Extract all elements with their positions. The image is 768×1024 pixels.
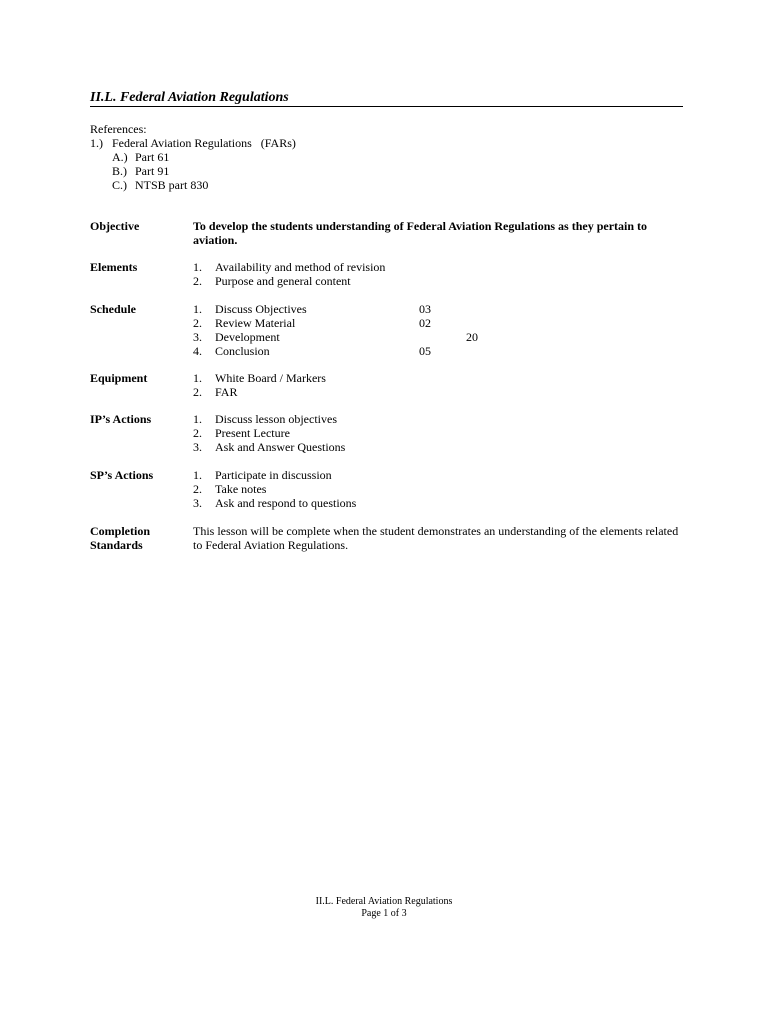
list-item [193, 426, 688, 440]
completion-label-line1: Completion [90, 524, 150, 538]
ip-actions-list [193, 412, 688, 454]
schedule-item [193, 330, 688, 344]
completion-text: This lesson will be complete when the student demonstrates an understanding of the elements related to Federal Aviation Regulations. [193, 524, 679, 552]
schedule-item [193, 316, 688, 330]
reference-sub-letter: B.) [112, 164, 127, 178]
list-item [193, 482, 688, 496]
list-item-number: 2. [193, 316, 202, 330]
schedule-item [193, 344, 688, 358]
list-item [193, 274, 688, 288]
schedule-list [193, 302, 688, 358]
schedule-item-text: Development [215, 330, 280, 344]
list-item-text: Participate in discussion [215, 468, 332, 482]
page-title: II.L. Federal Aviation Regulations [90, 90, 683, 107]
list-item-text: Availability and method of revision [215, 260, 386, 274]
references-heading: References: [90, 122, 147, 136]
list-item-number: 4. [193, 344, 202, 358]
list-item-number: 3. [193, 496, 202, 510]
list-item-number: 1. [193, 371, 202, 385]
list-item-text: Take notes [215, 482, 267, 496]
footer-page-number: Page 1 of 3 [361, 908, 407, 919]
schedule-item-time: 05 [419, 344, 431, 358]
reference-main [90, 136, 296, 150]
equipment-label: Equipment [90, 371, 148, 385]
schedule-item [193, 302, 688, 316]
list-item-number: 1. [193, 412, 202, 426]
reference-sub-item [90, 164, 296, 178]
schedule-item-text: Conclusion [215, 344, 270, 358]
reference-sub-letter: C.) [112, 178, 127, 192]
list-item [193, 468, 688, 482]
list-item-number: 1. [193, 260, 202, 274]
list-item-text: Present Lecture [215, 426, 290, 440]
list-item [193, 260, 688, 274]
reference-main-number: 1.) [90, 136, 103, 150]
elements-list [193, 260, 688, 288]
list-item-number: 2. [193, 385, 202, 399]
list-item [193, 412, 688, 426]
list-item-text: FAR [215, 385, 238, 399]
references-block [90, 122, 296, 192]
reference-sub-item [90, 150, 296, 164]
reference-sub-text: Part 61 [135, 150, 170, 164]
elements-label: Elements [90, 260, 138, 274]
sp-actions-label: SP’s Actions [90, 468, 154, 482]
sp-actions-list [193, 468, 688, 510]
reference-main-text: Federal Aviation Regulations (FARs) [112, 136, 296, 150]
list-item-text: Discuss lesson objectives [215, 412, 337, 426]
completion-label-line2: Standards [90, 538, 143, 552]
schedule-item-text: Review Material [215, 316, 296, 330]
schedule-item-time: 20 [466, 330, 478, 344]
list-item-number: 2. [193, 426, 202, 440]
ip-actions-label: IP’s Actions [90, 412, 152, 426]
schedule-item-text: Discuss Objectives [215, 302, 307, 316]
list-item-text: Ask and respond to questions [215, 496, 357, 510]
list-item [193, 385, 688, 399]
list-item-text: Ask and Answer Questions [215, 440, 346, 454]
list-item-text: Purpose and general content [215, 274, 351, 288]
list-item [193, 496, 688, 510]
reference-sub-letter: A.) [112, 150, 128, 164]
completion-label [90, 524, 190, 552]
list-item [193, 371, 688, 385]
schedule-label: Schedule [90, 302, 137, 316]
list-item-number: 2. [193, 274, 202, 288]
objective-label: Objective [90, 219, 140, 233]
list-item [193, 440, 688, 454]
reference-sub-text: Part 91 [135, 164, 170, 178]
reference-sub-item [90, 178, 296, 192]
list-item-number: 1. [193, 302, 202, 316]
schedule-item-time: 03 [419, 302, 431, 316]
equipment-list [193, 371, 688, 399]
list-item-text: White Board / Markers [215, 371, 326, 385]
schedule-item-time: 02 [419, 316, 431, 330]
objective-text: To develop the students understanding of Federal Aviation Regulations as they pertain to aviation. [193, 219, 648, 247]
page-footer [0, 896, 768, 920]
list-item-number: 3. [193, 330, 202, 344]
list-item-number: 1. [193, 468, 202, 482]
list-item-number: 2. [193, 482, 202, 496]
list-item-number: 3. [193, 440, 202, 454]
reference-sub-text: NTSB part 830 [135, 178, 209, 192]
footer-title: II.L. Federal Aviation Regulations [315, 896, 453, 907]
